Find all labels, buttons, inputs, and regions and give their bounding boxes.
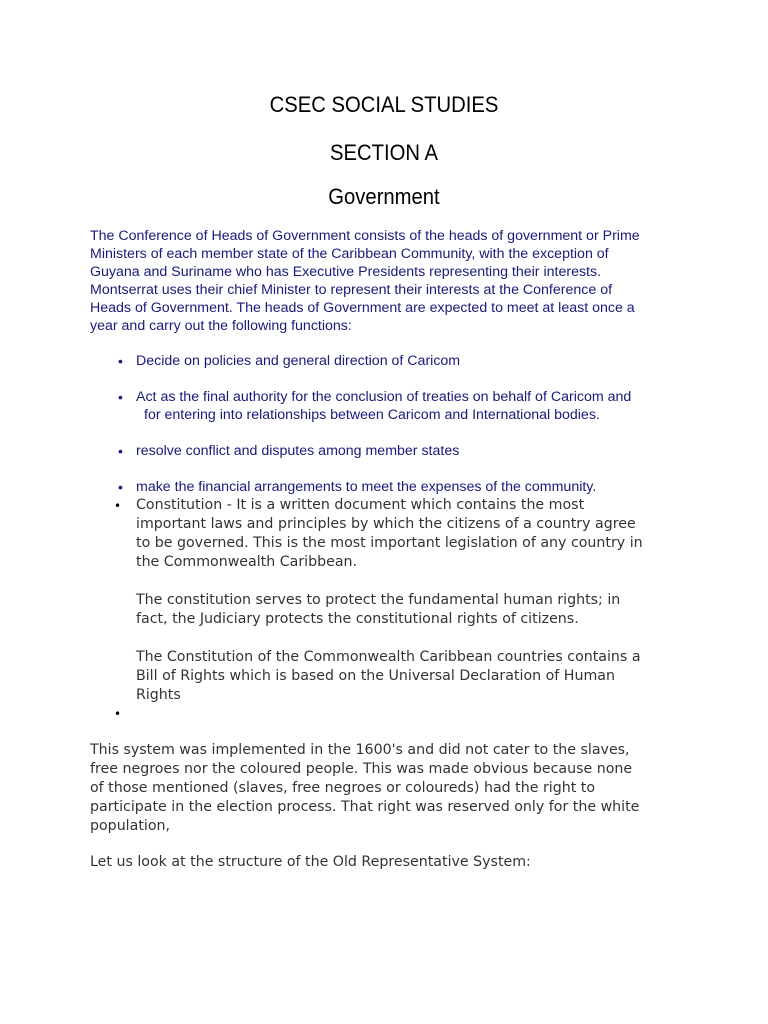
list-item-text: make the financial arrangements to meet the expenses of the community. <box>136 479 597 495</box>
text-line: This system was implemented in the 1600's and did not cater to the slaves, <box>90 742 630 758</box>
intro-line: Ministers of each member state of the Caribbean Community, with the exception of <box>90 246 609 262</box>
bullet-icon: • <box>118 353 123 369</box>
text-line: participate in the election process. That right was reserved only for the white <box>90 799 640 815</box>
intro-line: Montserrat uses their chief Minister to represent their interests at the Conference of <box>90 282 613 298</box>
intro-line: Heads of Government. The heads of Government are expected to meet at least once a <box>90 300 635 316</box>
intro-paragraph <box>90 227 690 335</box>
bullet-icon: • <box>118 443 123 459</box>
bullet-icon: • <box>114 499 122 513</box>
representative-system-paragraph <box>90 741 750 836</box>
bill-of-rights-paragraph <box>136 648 736 705</box>
structure-intro-line: Let us look at the structure of the Old Representative System: <box>90 854 531 870</box>
list-item-text: resolve conflict and disputes among member states <box>136 443 460 459</box>
intro-line: year and carry out the following functions: <box>90 318 352 334</box>
text-line: fact, the Judiciary protects the constitutional rights of citizens. <box>136 611 579 627</box>
list-item <box>118 352 678 370</box>
list-item <box>118 388 678 424</box>
bullet-icon: • <box>118 389 123 405</box>
text-line: important laws and principles by which the citizens of a country agree <box>136 516 636 532</box>
intro-line: Guyana and Suriname who has Executive Presidents representing their interests. <box>90 264 602 280</box>
text-line: Rights <box>136 687 181 703</box>
text-line: The Constitution of the Commonwealth Caribbean countries contains a <box>136 649 641 665</box>
text-line: of those mentioned (slaves, free negroes or coloureds) had the right to <box>90 780 596 796</box>
list-item <box>118 478 678 496</box>
intro-line: The Conference of Heads of Government consists of the heads of government or Prime <box>90 228 640 244</box>
list-item-text: Act as the final authority for the conclusion of treaties on behalf of Caricom and <box>136 389 632 405</box>
bullet-icon: • <box>118 479 123 495</box>
document-title: CSEC SOCIAL STUDIES <box>269 92 499 117</box>
text-line: to be governed. This is the most important legislation of any country in <box>136 535 643 551</box>
text-line: population, <box>90 818 171 834</box>
text-line: The constitution serves to protect the fundamental human rights; in <box>136 592 621 608</box>
topic-heading: Government <box>328 184 440 209</box>
text-line: Bill of Rights which is based on the Universal Declaration of Human <box>136 668 615 684</box>
constitution-rights-paragraph <box>136 591 736 629</box>
text-line: the Commonwealth Caribbean. <box>136 554 358 570</box>
text-line: Constitution - It is a written document which contains the most <box>136 497 585 513</box>
section-heading: SECTION A <box>330 140 438 165</box>
list-item-text: Decide on policies and general direction of Caricom <box>136 353 461 369</box>
list-item-text-continued: for entering into relationships between Caricom and International bodies. <box>144 407 600 423</box>
constitution-definition <box>136 496 736 572</box>
list-item <box>118 442 678 460</box>
text-line: free negroes nor the coloured people. This was made obvious because none <box>90 761 633 777</box>
bullet-icon: • <box>114 707 122 721</box>
